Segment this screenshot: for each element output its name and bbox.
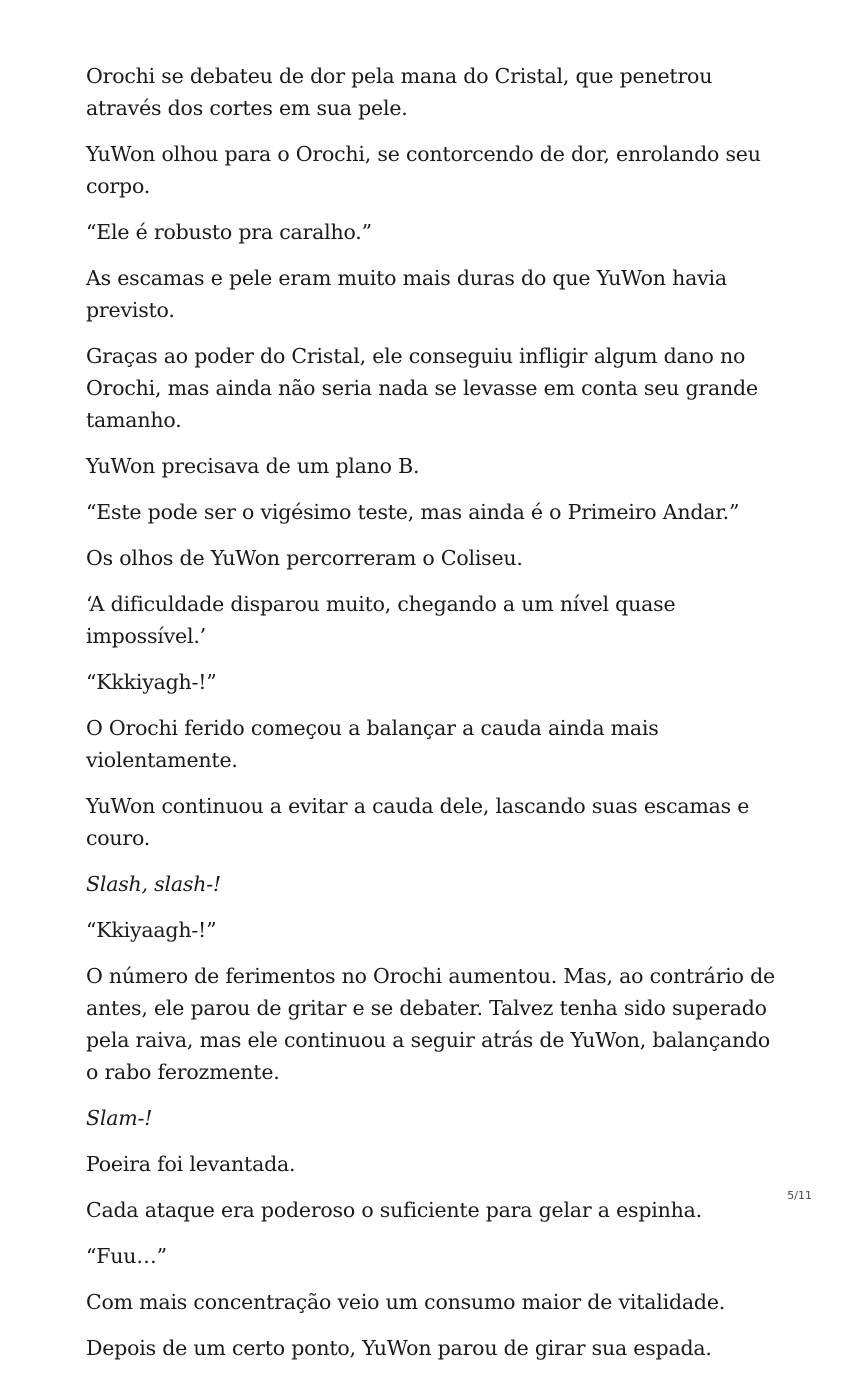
paragraph: O Orochi ferido começou a balançar a cauda ainda mais violentamente. <box>86 716 659 772</box>
paragraph: “Este pode ser o vigésimo teste, mas ainda é o Primeiro Andar.” <box>86 500 740 524</box>
paragraph: Graças ao poder do Cristal, ele conseguiu infligir algum dano no Orochi, mas ainda não seria nada se levasse em conta seu grande tamanho. <box>86 344 758 432</box>
paragraph: O número de ferimentos no Orochi aumentou. Mas, ao contrário de antes, ele parou de gritar e se debater. Talvez tenha sido superado pela raiva, mas ele continuou a seguir atrás de YuWon, balançando o rabo ferozmente. <box>86 964 775 1084</box>
paragraph: Orochi se debateu de dor pela mana do Cristal, que penetrou através dos cortes em sua pele. <box>86 64 713 120</box>
paragraph: “Kkiyaagh-!” <box>86 918 217 942</box>
paragraph: Os olhos de YuWon percorreram o Coliseu. <box>86 546 523 570</box>
paragraph: Com mais concentração veio um consumo maior de vitalidade. <box>86 1290 726 1314</box>
paragraph: YuWon olhou para o Orochi, se contorcendo de dor, enrolando seu corpo. <box>86 142 761 198</box>
paragraph: Depois de um certo ponto, YuWon parou de girar sua espada. <box>86 1336 712 1360</box>
paragraph: ‘A dificuldade disparou muito, chegando a um nível quase impossível.’ <box>86 592 676 648</box>
document-body <box>86 60 786 1378</box>
paragraph: “Kkkiyagh-!” <box>86 670 217 694</box>
paragraph: Cada ataque era poderoso o suficiente para gelar a espinha. <box>86 1198 702 1222</box>
paragraph: YuWon precisava de um plano B. <box>86 454 420 478</box>
paragraph: YuWon continuou a evitar a cauda dele, lascando suas escamas e couro. <box>86 794 750 850</box>
paragraph: As escamas e pele eram muito mais duras do que YuWon havia previsto. <box>86 266 727 322</box>
paragraph: “Fuu…” <box>86 1244 167 1268</box>
paragraph: Poeira foi levantada. <box>86 1152 296 1176</box>
paragraph-italic: Slam-! <box>86 1106 153 1130</box>
paragraph: “Ele é robusto pra caralho.” <box>86 220 372 244</box>
page-number: 5/11 <box>787 1189 812 1202</box>
paragraph-italic: Slash, slash-! <box>86 872 221 896</box>
